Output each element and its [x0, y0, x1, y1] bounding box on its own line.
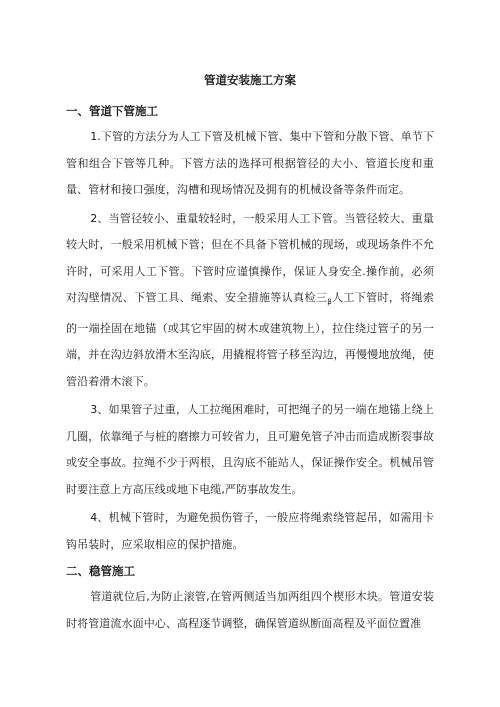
paragraph-2 [66, 206, 434, 396]
paragraph-4: 4、机械下管时，为避免损伤管子，一般应将绳索绕管起吊，如需用卡钩吊装时，应采取相应的保护措施。 [66, 511, 434, 551]
paragraph-2-subscript: β [327, 298, 332, 307]
paragraph-2-text-b: 人工下管时，将绳索的一端拴固在地锚（或其它牢固的树木或建筑物上），拉住绕过管子的另一端，并在沟边斜放滑木至沟底，用撬棍将管子移至沟边，再慢慢地放绳，使管沿着滑木滚下。 [66, 291, 434, 388]
section-heading-2: 二、稳管施工 [66, 564, 135, 579]
paragraph-5: 管道就位后,为防止滚管,在管两侧适当加两组四个楔形木块。管道安装时将管道流水面中心、高程逐节调整，确保管道纵断面高程及平面位置准 [66, 590, 434, 630]
paragraph-3: 3、如果管子过重，人工拉绳困难时，可把绳子的另一端在地锚上绕上几圈，依靠绳子与桩的磨擦力可较省力，且可避免管子冲击而造成断裂事故或安全事故。拉绳不少于两根，且沟底不能站人，保证操作安全。机械吊管时要注意上方高压线或地下电缆,严防事故发生。 [66, 403, 434, 496]
paragraph-1: 1.下管的方法分为人工下管及机械下管、集中下管和分散下管、单节下管和组合下管等几种。下管方法的选择可根据管径的大小、管道长度和重量、管材和接口强度，沟槽和现场情况及拥有的机械设备等条件而定。 [66, 130, 434, 196]
document-title: 管道安装施工方案 [204, 73, 296, 87]
section-heading-1: 一、管道下管施工 [66, 104, 158, 118]
paragraph-2-text-a: 2、当管径较小、重量较轻时，一般采用人工下管。当管径较大、重量较大时，一般采用机械下管；但在不具备下管机械的现场，或现场条件不允许时，可采用人工下管。下管时应谨慎操作，保证人身安全.操作前，必须对沟壁情况、下管工具、绳索、安全措施等认真检三 [66, 211, 434, 304]
